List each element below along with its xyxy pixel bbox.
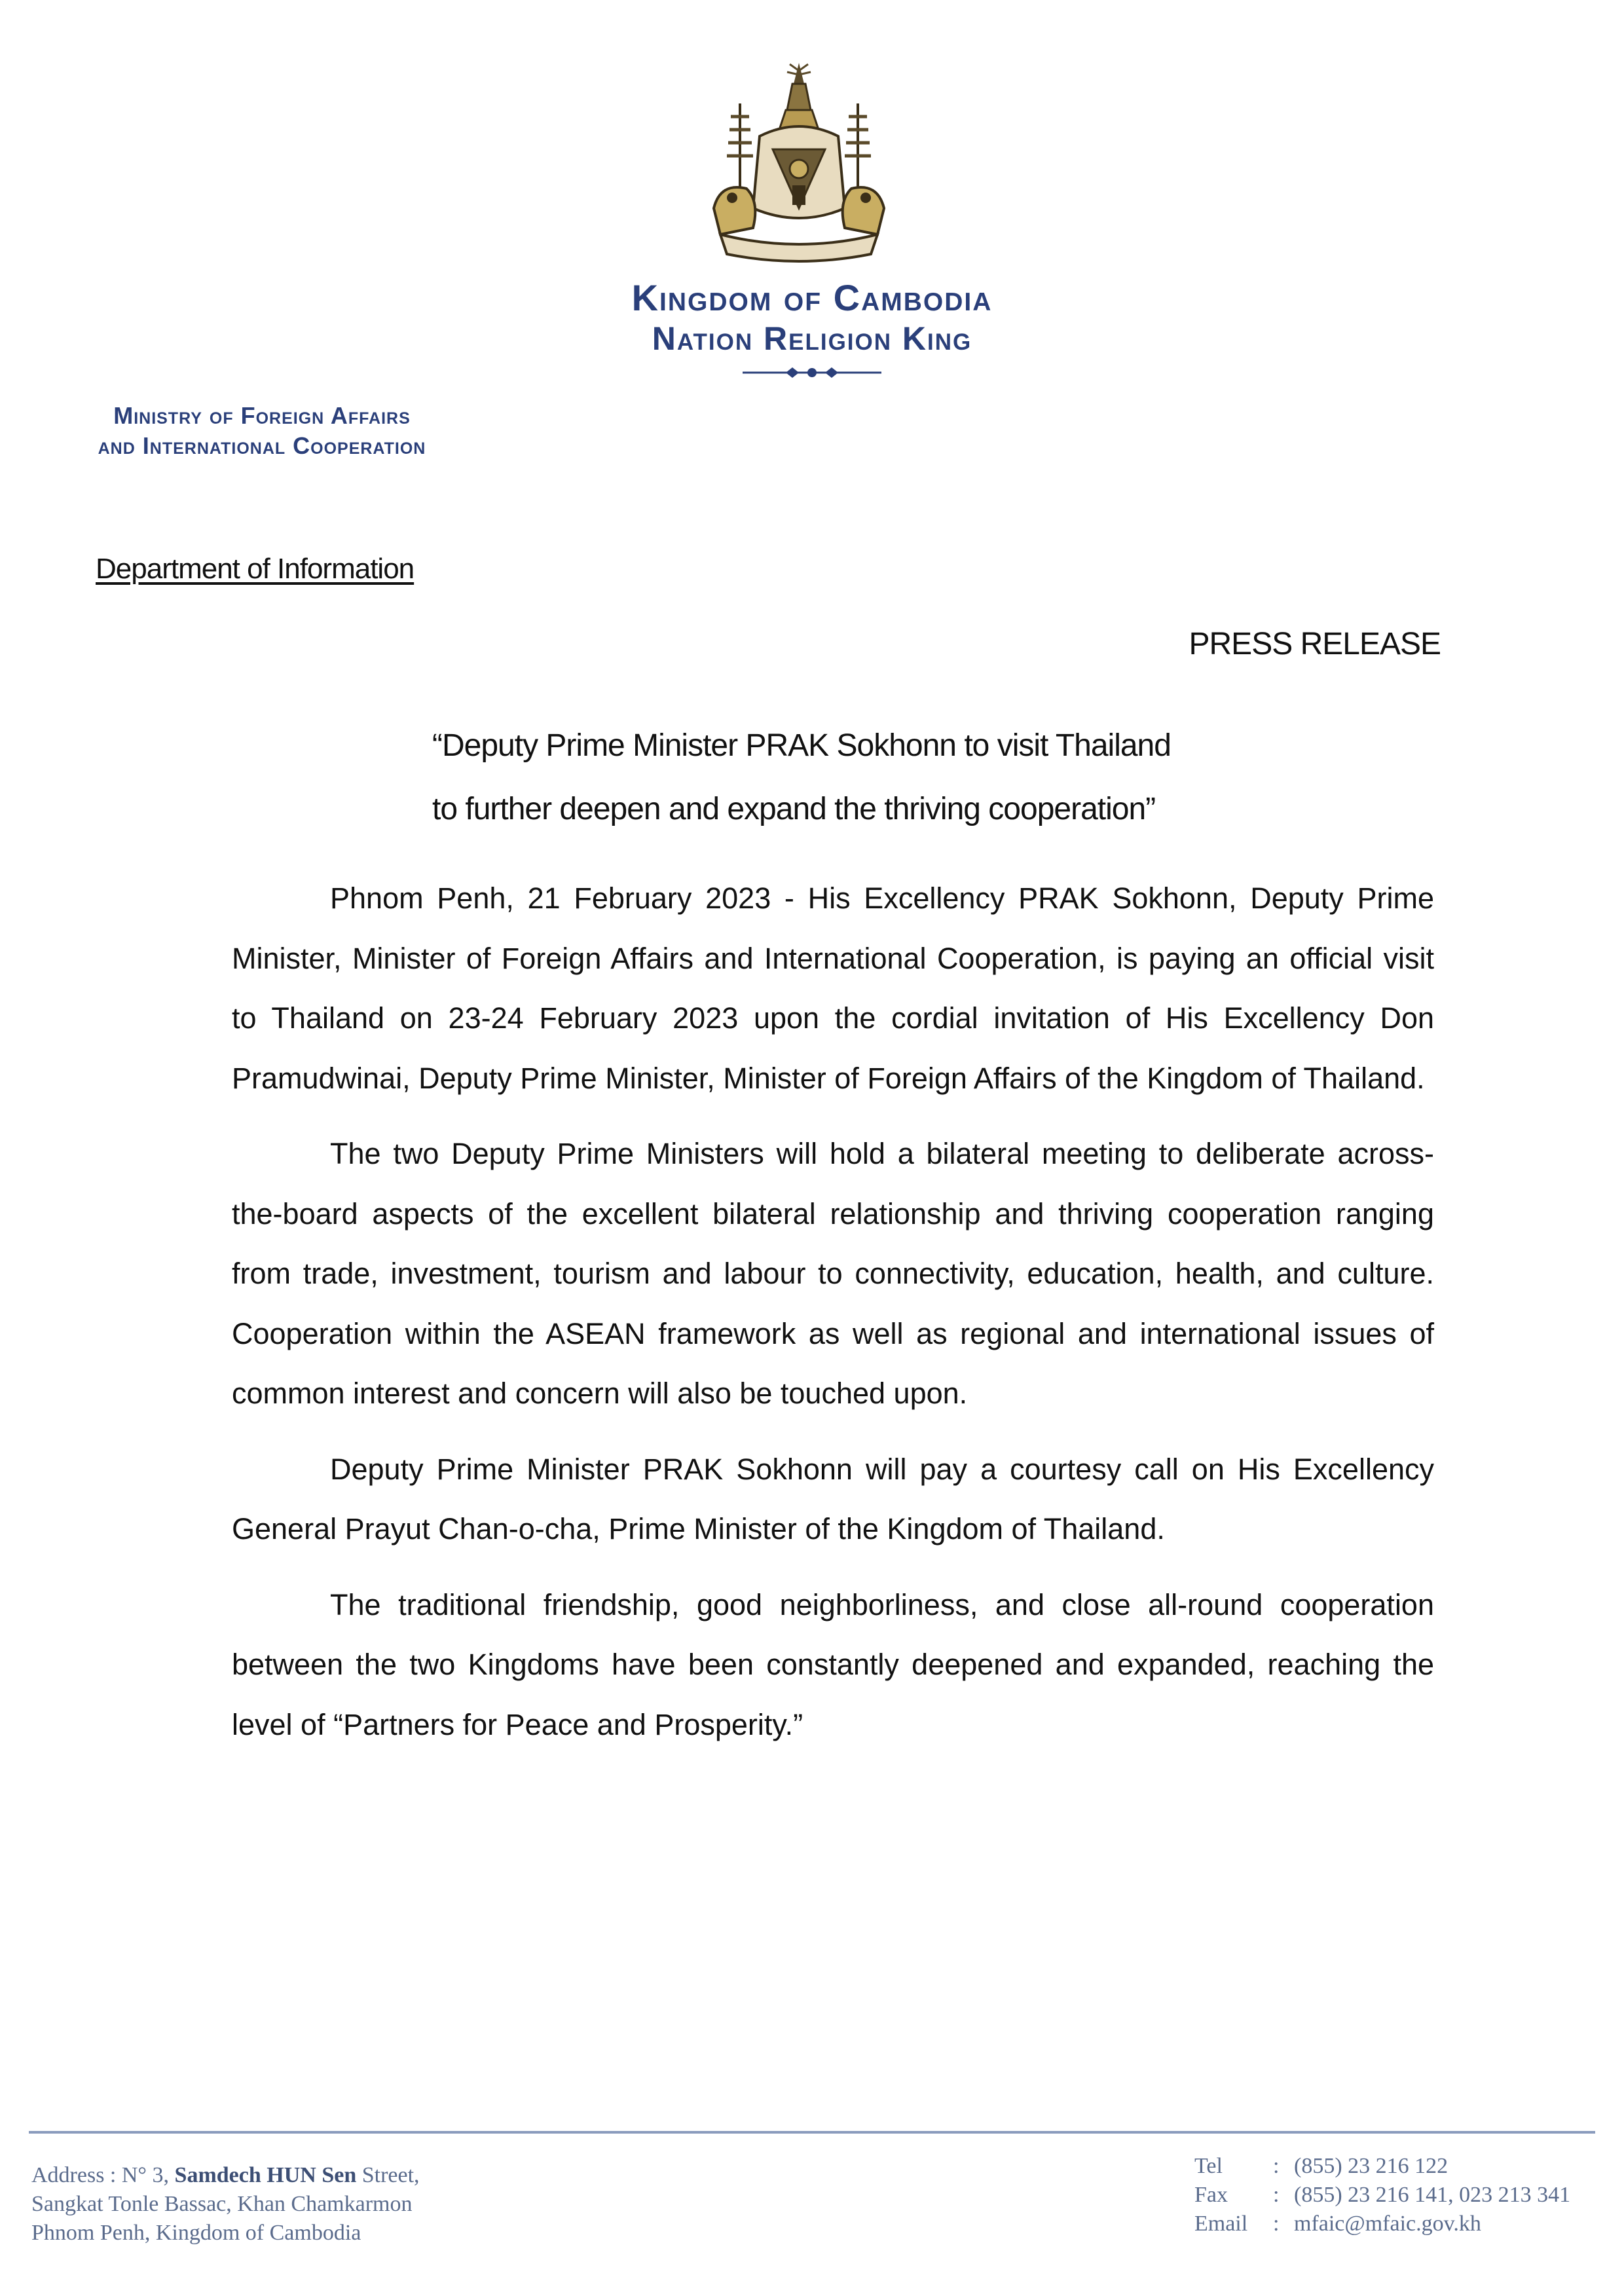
contact-email: Email : mfaic@mfaic.gov.kh <box>1194 2210 1570 2238</box>
address-line-1 <box>31 2161 420 2190</box>
ministry-name <box>26 401 498 461</box>
email-label: Email <box>1194 2212 1248 2236</box>
headline <box>432 714 1283 841</box>
ornament-divider-icon <box>740 364 884 381</box>
fax-label: Fax <box>1194 2183 1228 2207</box>
address-prefix: Address : N° 3, <box>31 2163 175 2187</box>
tel-label: Tel <box>1194 2154 1223 2178</box>
footer-address <box>31 2161 420 2248</box>
headline-line-1: “Deputy Prime Minister PRAK Sokhonn to visit Thailand <box>432 728 1171 763</box>
ministry-line-2: and International Cooperation <box>98 432 426 459</box>
address-line-3: Phnom Penh, Kingdom of Cambodia <box>31 2221 361 2245</box>
contact-tel: Tel : (855) 23 216 122 <box>1194 2152 1570 2181</box>
department-label: Department of Information <box>96 553 415 585</box>
kingdom-title: Kingdom of Cambodia <box>631 277 993 318</box>
address-suffix: Street, <box>356 2163 420 2187</box>
headline-line-2: to further deepen and expand the thriving cooperation” <box>432 792 1156 826</box>
fax-value: (855) 23 216 141, 023 213 341 <box>1294 2183 1571 2207</box>
email-value: mfaic@mfaic.gov.kh <box>1294 2212 1481 2236</box>
press-release-body <box>232 868 1434 1770</box>
paragraph: The two Deputy Prime Ministers will hold a bilateral meeting to deliberate across-the-board aspects of the excellent bilateral relationship and thriving cooperation ranging from trade, investment, tourism and labour to connectivity, education, health, and culture. Cooperation within the ASEAN framework as well as regional and international issues of common interest and concern will also be touched upon. <box>232 1137 1434 1410</box>
address-street: Samdech HUN Sen <box>174 2163 357 2187</box>
tel-value: (855) 23 216 122 <box>1294 2154 1449 2178</box>
contact-fax: Fax : (855) 23 216 141, 023 213 341 <box>1194 2181 1570 2210</box>
paragraph: Deputy Prime Minister PRAK Sokhonn will pay a courtesy call on His Excellency General Prayut Chan-o-cha, Prime Minister of the Kingdom of Thailand. <box>232 1452 1434 1546</box>
ministry-line-1: Ministry of Foreign Affairs <box>113 402 411 429</box>
kingdom-motto: Nation Religion King <box>652 320 972 357</box>
footer-divider <box>29 2131 1595 2134</box>
footer-contacts <box>1194 2152 1570 2238</box>
royal-coat-of-arms-icon <box>694 58 904 274</box>
press-release-label: PRESS RELEASE <box>1189 627 1441 661</box>
address-line-2: Sangkat Tonle Bassac, Khan Chamkarmon <box>31 2192 413 2216</box>
paragraph: Phnom Penh, 21 February 2023 - His Excellency PRAK Sokhonn, Deputy Prime Minister, Minister of Foreign Affairs and International Cooperation, is paying an official visit to Thailand on 23-24 February 2023 upon the cordial invitation of His Excellency Don Pramudwinai, Deputy Prime Minister, Minister of Foreign Affairs of the Kingdom of Thailand. <box>232 881 1434 1095</box>
paragraph: The traditional friendship, good neighborliness, and close all-round cooperation between the two Kingdoms have been constantly deepened and expanded, reaching the level of “Partners for Peace and Prosperity.” <box>232 1587 1434 1741</box>
